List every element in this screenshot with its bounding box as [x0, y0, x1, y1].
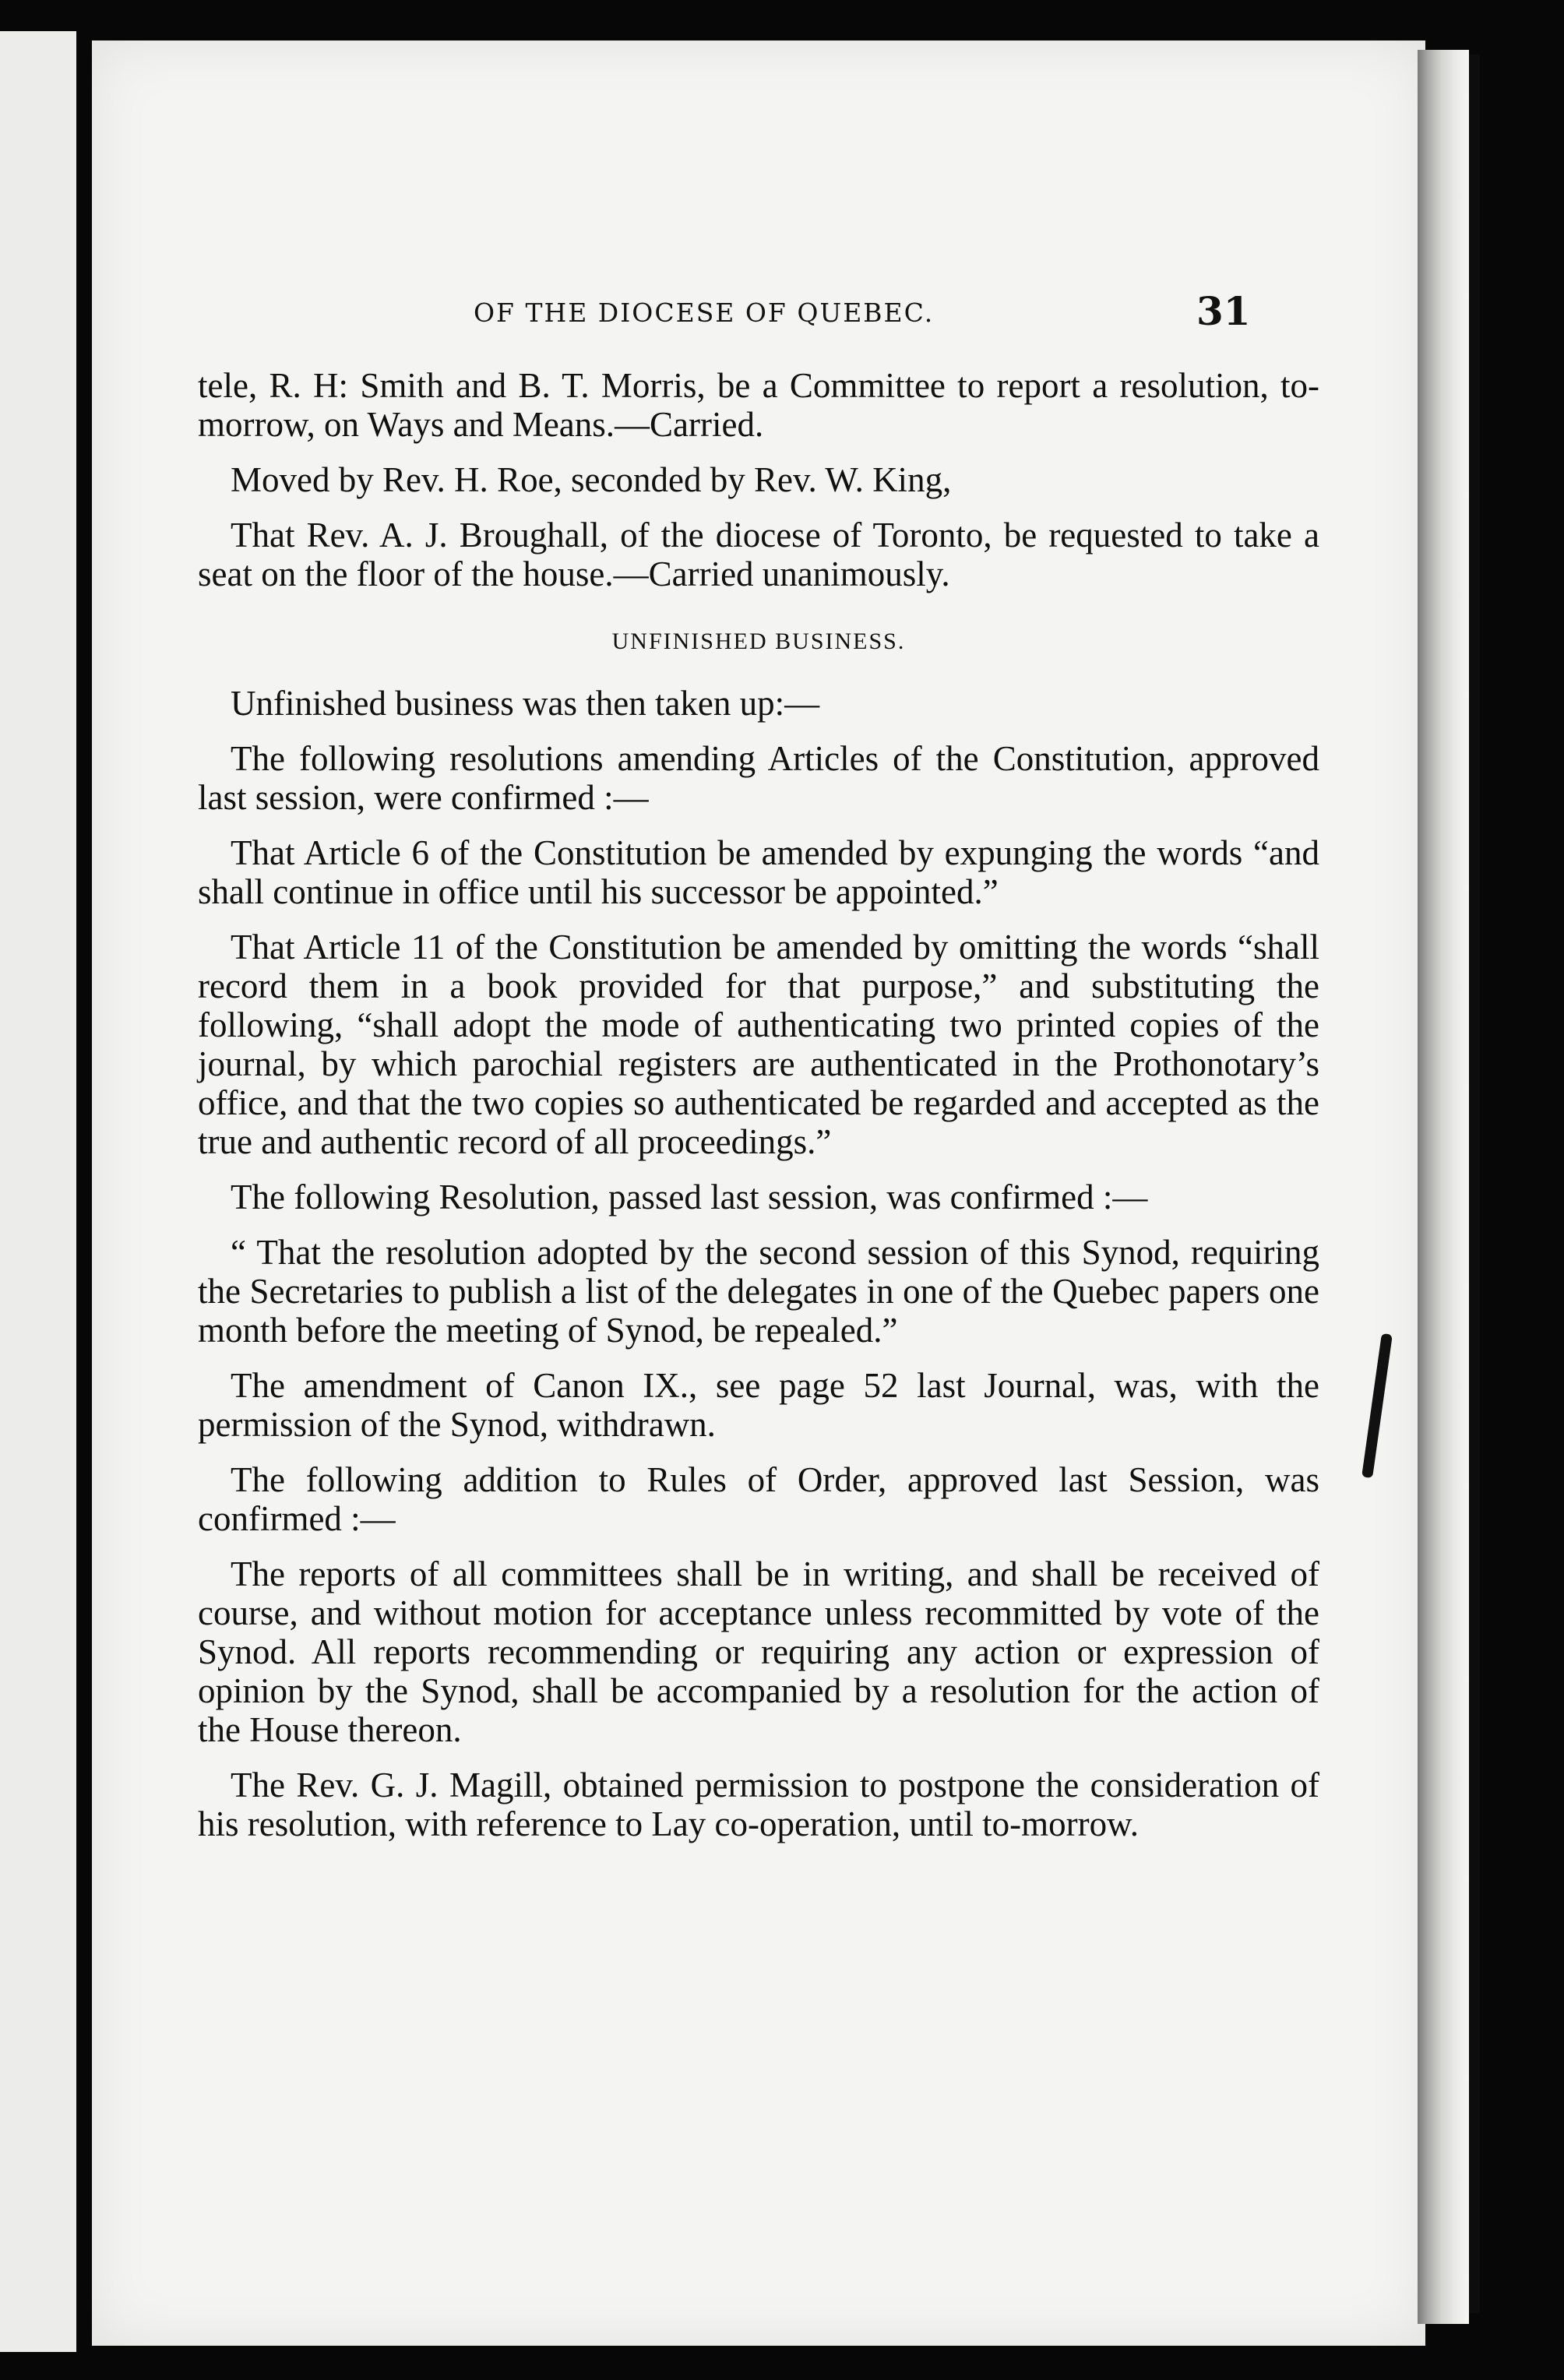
paragraph-canon-ix-withdrawn: The amendment of Canon IX., see page 52 last Journal, was, with the permission of the Synod, withdrawn. [198, 1366, 1319, 1444]
page-header [92, 288, 1425, 343]
paragraph-motion-roe-king: Moved by Rev. H. Roe, seconded by Rev. W. King, [231, 460, 952, 499]
body-text [198, 366, 1319, 1860]
book-page [92, 40, 1425, 2346]
paragraph-rules-of-order: The following addition to Rules of Order, approved last Session, was confirmed :— [198, 1460, 1319, 1538]
paragraph-article-11: That Article 11 of the Constitution be amended by omitting the words “shall record them in a book provided for that purpose,” and substituting the following, “shall adopt the mode of authenticating two printed copies of the journal, by which parochial registers are authenticated in the Prothonotary’s office, and that the two copies so authenticated be regarded and accepted as the true and authentic record of all proceedings.” [198, 928, 1319, 1161]
paragraph-broughall-seat: That Rev. A. J. Broughall, of the diocese of Toronto, be requested to take a seat on the floor of the house.—Carried unanimously. [198, 516, 1319, 593]
section-heading-unfinished-business: UNFINISHED BUSINESS. [611, 628, 906, 654]
paragraph-article-6: That Article 6 of the Constitution be amended by expunging the words “and shall continue in office until his successor be appointed.” [198, 833, 1319, 911]
paragraph-resolution-repealed: “ That the resolution adopted by the second session of this Synod, requiring the Secretaries to publish a list of the delegates in one of the Quebec papers one month before the meeting of Synod, be repealed.” [198, 1233, 1319, 1350]
paragraph-magill-postponement: The Rev. G. J. Magill, obtained permission to postpone the consideration of his resolution, with reference to Lay co-operation, until to-morrow. [198, 1766, 1319, 1843]
paragraph-resolutions-confirmed: The following resolutions amending Articles of the Constitution, approved last session, were confirmed :— [198, 739, 1319, 817]
running-title: OF THE DIOCESE OF QUEBEC. [474, 298, 935, 328]
paragraph-resolution-confirmed: The following Resolution, passed last session, was confirmed :— [231, 1178, 1148, 1216]
page-number: 31 [1196, 288, 1251, 334]
book-binding-shadow [1469, 55, 1480, 2313]
page-stack-edge [1418, 50, 1469, 2324]
left-page-edge [0, 31, 76, 2352]
paragraph-committee-reports-rule: The reports of all committees shall be in writing, and shall be received of course, and without motion for acceptance unless recommitted by vote of the Synod. All reports recommending or requiring any action or expression of opinion by the Synod, shall be accompanied by a resolution for the action of the House thereon. [198, 1554, 1319, 1749]
paragraph-unfinished-business: Unfinished business was then taken up:— [231, 684, 820, 723]
margin-pencil-mark [1361, 1333, 1393, 1478]
paragraph-committee-ways-means: tele, R. H: Smith and B. T. Morris, be a Committee to report a resolution, to-morrow, on Ways and Means.—Carried. [198, 366, 1319, 444]
